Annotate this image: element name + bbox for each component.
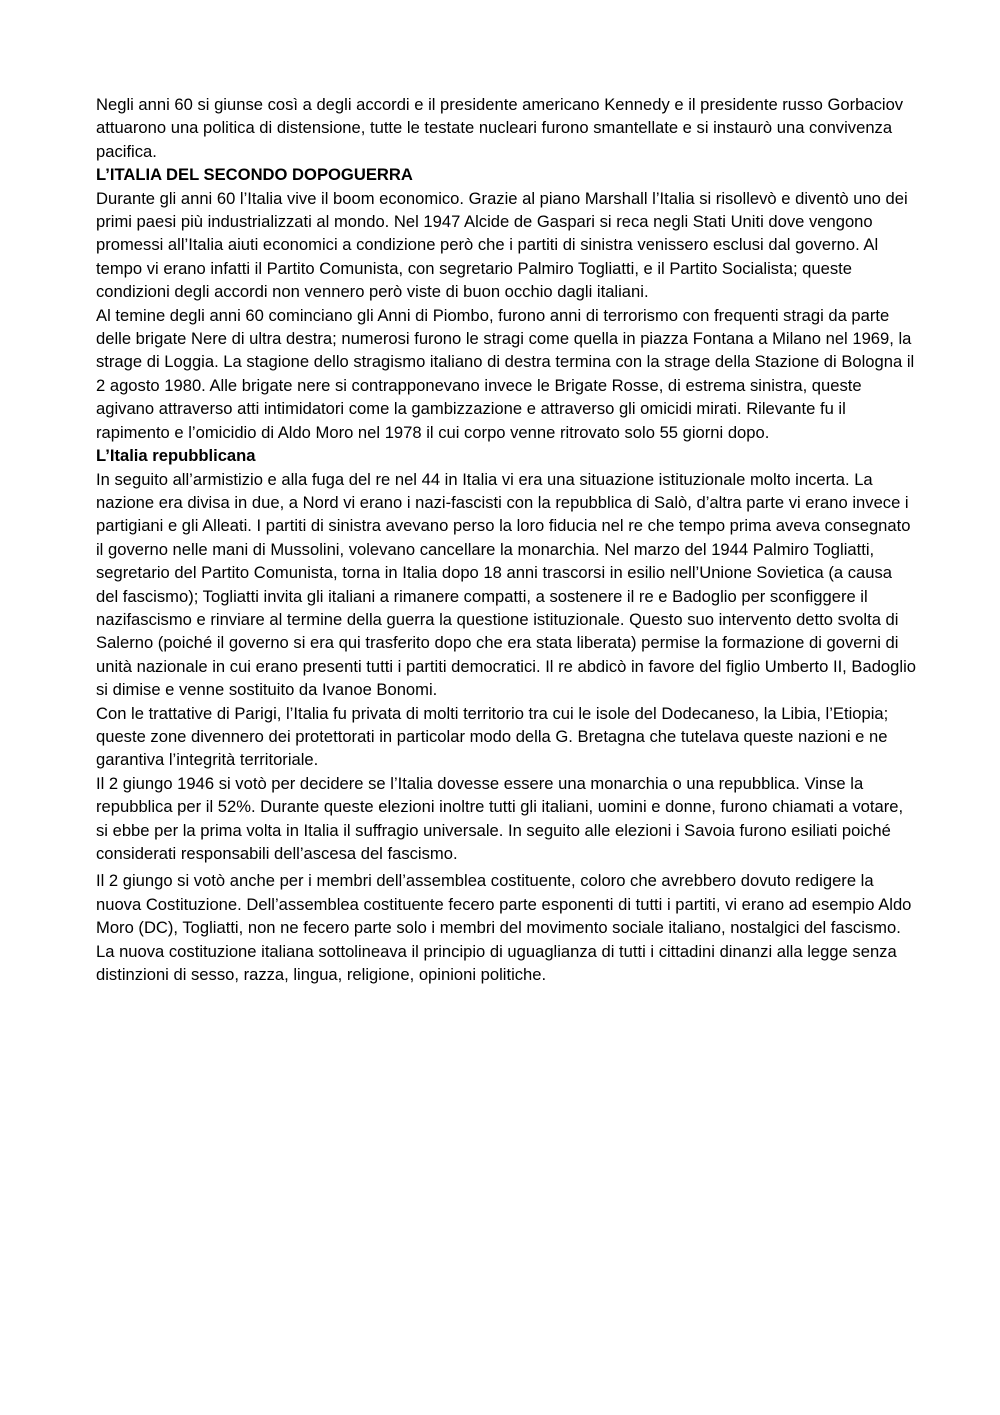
intro-paragraph: Negli anni 60 si giunse così a degli accordi e il presidente americano Kennedy e il presidente russo Gorbaciov attuarono una politica di distensione, tutte le testate nucleari furono smantellate e si instaurò una convivenza pacifica. — [96, 95, 904, 161]
body-paragraph: In seguito all’armistizio e alla fuga del re nel 44 in Italia vi era una situazione istituzionale molto incerta. La nazione era divisa in due, a Nord vi erano i nazi-fascisti con la repubblica di Salò, d’altra parte vi erano invece i partigiani e gli Alleati. I partiti di sinistra avevano perso la loro fiducia nel re che tempo prima aveva consegnato il governo nelle mani di Mussolini, volevano cancellare la monarchia. Nel marzo del 1944 Palmiro Togliatti, segretario del Partito Comunista, torna in Italia dopo 18 anni trascorsi in esilio nell’Unione Sovietica (a causa del fascismo); Togliatti invita gli italiani a rimanere compatti, a sostenere il re e Badoglio per sconfiggere il nazifascismo e rinviare al termine della guerra la questione istituzionale. Questo suo intervento detto svolta di Salerno (poiché il governo si era qui trasferito dopo che era stata liberata) permise la formazione di governi di unità nazionale in cui erano presenti tutti i partiti democratici. Il re abdicò in favore del figlio Umberto II, Badoglio si dimise e venne sostituito da Ivanoe Bonomi. — [96, 469, 916, 700]
document-page — [96, 93, 916, 986]
body-paragraph: Il 2 giungo 1946 si votò per decidere se l’Italia dovesse essere una monarchia o una repubblica. Vinse la repubblica per il 52%. Durante queste elezioni inoltre tutti gli italiani, uomini e donne, furono chiamati a votare, si ebbe per la prima volta in Italia il suffragio universale. In seguito alle elezioni i Savoia furono esiliati poiché considerati responsabili dell’ascesa del fascismo. — [96, 773, 904, 863]
body-paragraph: Durante gli anni 60 l’Italia vive il boom economico. Grazie al piano Marshall l’Italia si risollevò e diventò uno dei primi paesi più industrializzati al mondo. Nel 1947 Alcide de Gaspari si reca negli Stati Uniti dove vengono promessi all’Italia aiuti economici a condizione però che i partiti di sinistra venissero esclusi dal governo. Al tempo vi erano infatti il Partito Comunista, con segretario Palmiro Togliatti, e il Partito Socialista; queste condizioni degli accordi non vennero però viste di buon occhio dagli italiani. — [96, 188, 908, 302]
body-paragraph: La nuova costituzione italiana sottolineava il principio di uguaglianza di tutti i cittadini dinanzi alla legge senza distinzioni di sesso, razza, lingua, religione, opinioni politiche. — [96, 941, 897, 985]
body-paragraph: Con le trattative di Parigi, l’Italia fu privata di molti territorio tra cui le isole del Dodecaneso, la Libia, l’Etiopia; queste zone divennero dei protettorati in particolar modo della G. Bretagna che tutelava queste nazioni e ne garantiva l’integrità territoriale. — [96, 703, 889, 770]
body-paragraph: Al temine degli anni 60 cominciano gli Anni di Piombo, furono anni di terrorismo con frequenti stragi da parte delle brigate Nere di ultra destra; numerosi furono le stragi come quella in piazza Fontana a Milano nel 1969, la strage di Loggia. La stagione dello stragismo italiano di destra termina con la strage della Stazione di Bologna il 2 agosto 1980. Alle brigate nere si contrapponevano invece le Brigate Rosse, di estrema sinistra, queste agivano attraverso atti intimidatori come la gambizzazione e attraverso gli omicidi mirati. Rilevante fu il rapimento e l’omicidio di Aldo Moro nel 1978 il cui corpo venne ritrovato solo 55 giorni dopo. — [96, 305, 915, 442]
section-heading-dopoguerra: L’ITALIA DEL SECONDO DOPOGUERRA — [96, 165, 413, 185]
body-paragraph: Il 2 giungo si votò anche per i membri dell’assemblea costituente, coloro che avrebbero dovuto redigere la nuova Costituzione. Dell’assemblea costituente fecero parte esponenti di tutti i partiti, vi erano ad esempio Aldo Moro (DC), Togliatti, non ne fecero parte solo i membri del movimento sociale italiano, nostalgici del fascismo. — [96, 871, 912, 938]
section-heading-repubblicana: L’Italia repubblicana — [96, 446, 256, 466]
